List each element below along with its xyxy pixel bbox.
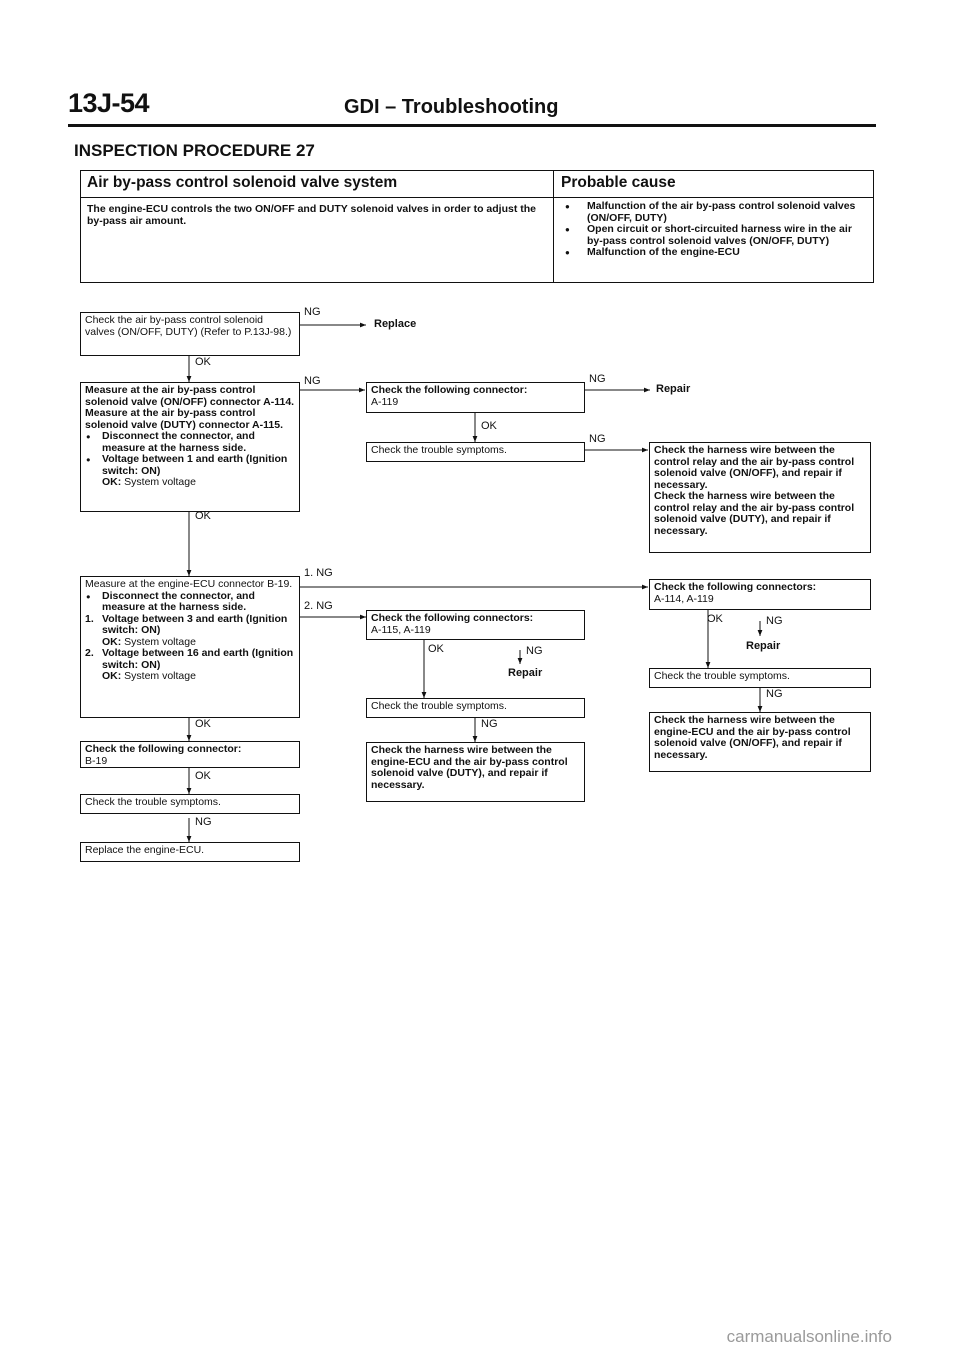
replace-ecu-box: Replace the engine-ECU. bbox=[80, 842, 300, 862]
ok-label: OK bbox=[428, 643, 444, 655]
step2-bullet: ● Disconnect the connector, and measure at the harness side. bbox=[85, 431, 295, 454]
ok-label: OK bbox=[707, 613, 723, 625]
connector-a119-title: Check the following connector: bbox=[371, 384, 528, 396]
step2-ok-spec bbox=[85, 477, 295, 489]
connector-b19-ids: B-19 bbox=[85, 754, 108, 767]
step3-bullets bbox=[85, 591, 295, 614]
connectors-a115-a119-box bbox=[366, 610, 585, 640]
item-text: Voltage between 3 and earth (Ignition switch: ON) bbox=[102, 612, 288, 636]
step3-box bbox=[80, 576, 300, 718]
connector-a119-ids: A-119 bbox=[371, 395, 399, 408]
step3-item bbox=[85, 614, 295, 637]
step2-line2: Measure at the air by-pass control solenoid valve (DUTY) connector A-115. bbox=[85, 407, 283, 431]
ng-label: NG bbox=[304, 306, 321, 318]
trouble-symptoms-box: Check the trouble symptoms. bbox=[80, 794, 300, 814]
repair-result: Repair bbox=[746, 640, 781, 652]
connectors-a114-a119-ids: A-114, A-119 bbox=[654, 592, 714, 605]
cause-item: ● Malfunction of the engine-ECU bbox=[561, 247, 867, 259]
cause-heading: Probable cause bbox=[561, 174, 676, 191]
procedure-title: INSPECTION PROCEDURE 27 bbox=[74, 141, 315, 160]
step3-line1: Measure at the engine-ECU connector B-19. bbox=[85, 578, 293, 590]
step2-box bbox=[80, 382, 300, 512]
ng-2-label: 2. NG bbox=[304, 600, 333, 612]
item-text: Voltage between 16 and earth (Ignition switch: ON) bbox=[102, 647, 294, 671]
replace-result: Replace bbox=[374, 318, 417, 330]
repair-result: Repair bbox=[656, 383, 691, 395]
step2-bullet: ● Voltage between 1 and earth (Ignition switch: ON) bbox=[85, 454, 295, 477]
step3-bullet: ● Disconnect the connector, and measure at the harness side. bbox=[85, 591, 295, 614]
repair-result: Repair bbox=[508, 667, 543, 679]
step3-items bbox=[85, 614, 295, 683]
cause-item: ● Open circuit or short-circuited harness wire in the air by-pass control solenoid valves (ON/OFF, DUTY) bbox=[561, 224, 867, 247]
step1-box: Check the air by-pass control solenoid valves (ON/OFF, DUTY) (Refer to P.13J-98.) bbox=[80, 312, 300, 356]
system-heading: Air by-pass control solenoid valve system bbox=[87, 174, 398, 191]
step3-item bbox=[85, 648, 295, 671]
step3-ok-spec bbox=[85, 671, 295, 683]
trouble-symptoms-box: Check the trouble symptoms. bbox=[649, 668, 871, 688]
ng-label: NG bbox=[766, 688, 783, 700]
harness-relay-box bbox=[649, 442, 871, 553]
ok-spec-label: OK: bbox=[102, 635, 122, 648]
connectors-a115-a119-title: Check the following connectors: bbox=[371, 612, 534, 624]
section-title: GDI – Troubleshooting bbox=[344, 96, 559, 118]
ng-label: NG bbox=[304, 375, 321, 387]
ng-label: NG bbox=[589, 373, 606, 385]
connectors-a114-a119-box bbox=[649, 579, 871, 610]
ok-label: OK bbox=[195, 510, 211, 522]
ng-1-label: 1. NG bbox=[304, 567, 333, 579]
connector-b19-box bbox=[80, 741, 300, 768]
connectors-a114-a119-title: Check the following connectors: bbox=[654, 581, 817, 593]
ng-label: NG bbox=[526, 645, 543, 657]
trouble-symptoms-box: Check the trouble symptoms. bbox=[366, 698, 585, 718]
trouble-symptoms-box: Check the trouble symptoms. bbox=[366, 442, 585, 462]
step2-line1: Measure at the air by-pass control solenoid valve (ON/OFF) connector A-114. bbox=[85, 384, 295, 408]
connectors-a115-a119-ids: A-115, A-119 bbox=[371, 623, 431, 636]
ok-label: OK bbox=[195, 356, 211, 368]
ok-label: OK bbox=[195, 718, 211, 730]
ok-label: OK bbox=[481, 420, 497, 432]
ok-spec-value: System voltage bbox=[124, 476, 196, 488]
watermark: carmanualsonline.info bbox=[726, 1327, 892, 1346]
harness-relay-duty: Check the harness wire between the control relay and the air by-pass control solenoid valve (DUTY), and repair if necessary. bbox=[654, 490, 855, 537]
ok-spec-label: OK: bbox=[102, 670, 122, 682]
ok-label: OK bbox=[195, 770, 211, 782]
item-number: 2. bbox=[85, 647, 94, 659]
ng-label: NG bbox=[766, 615, 783, 627]
connector-b19-title: Check the following connector: bbox=[85, 743, 242, 755]
ok-spec-value: System voltage bbox=[124, 670, 196, 682]
connector-a119-box bbox=[366, 382, 585, 413]
ng-label: NG bbox=[481, 718, 498, 730]
step2-bullets bbox=[85, 431, 295, 477]
harness-relay-onoff: Check the harness wire between the control relay and the air by-pass control solenoid valve (ON/OFF), and repair if necessary. bbox=[654, 444, 855, 491]
ng-label: NG bbox=[589, 433, 606, 445]
system-description: The engine-ECU controls the two ON/OFF and DUTY solenoid valves in order to adjust the by-pass air amount. bbox=[87, 203, 537, 227]
harness-ecu-duty-box: Check the harness wire between the engine-ECU and the air by-pass control solenoid valve (DUTY), and repair if necessary. bbox=[366, 742, 585, 802]
page-number: 13J-54 bbox=[68, 88, 150, 118]
cause-item: ● Malfunction of the air by-pass control solenoid valves (ON/OFF, DUTY) bbox=[561, 201, 867, 224]
harness-ecu-onoff-box: Check the harness wire between the engine-ECU and the air by-pass control solenoid valve (ON/OFF), and repair if necessary. bbox=[649, 712, 871, 772]
ng-label: NG bbox=[195, 816, 212, 828]
ok-spec-value: System voltage bbox=[124, 635, 196, 648]
item-number: 1. bbox=[85, 612, 94, 625]
ok-spec-label: OK: bbox=[102, 476, 122, 488]
